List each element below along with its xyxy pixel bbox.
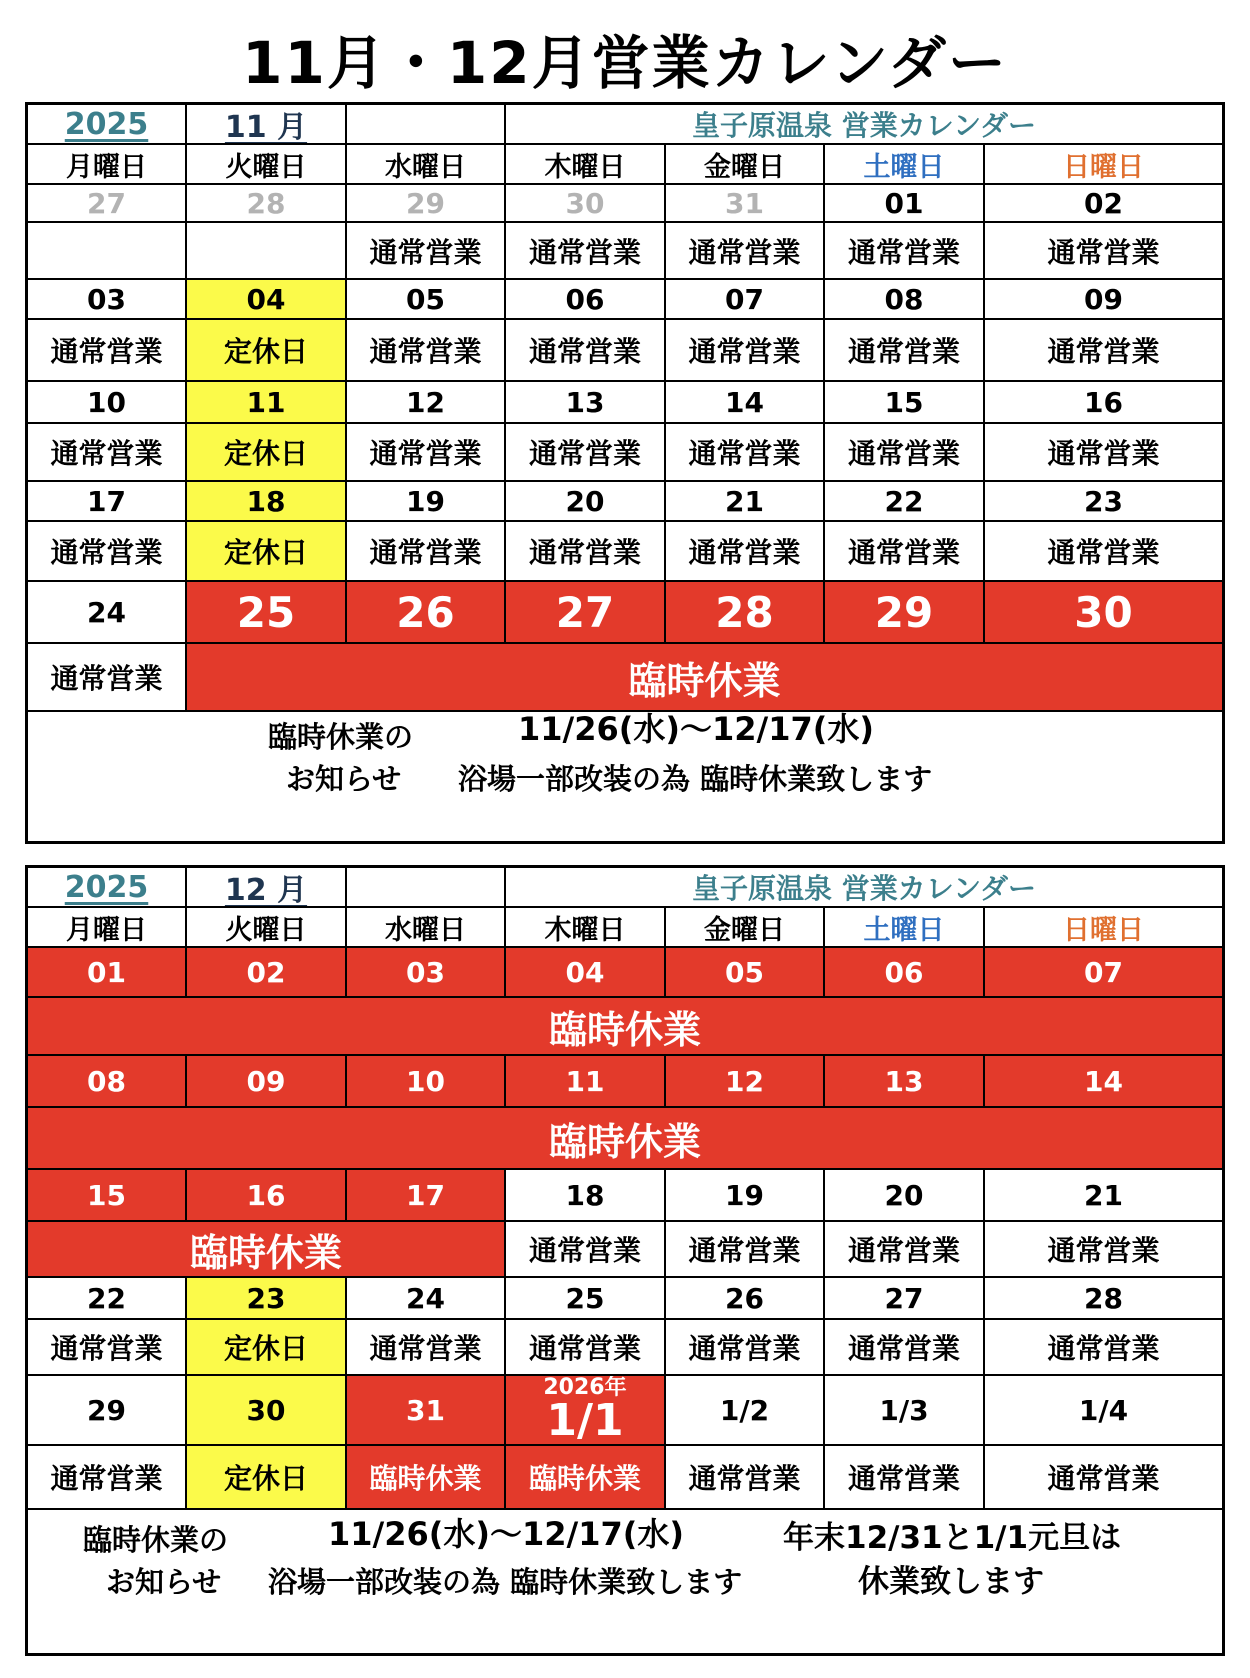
- date-cell: 27: [506, 582, 666, 644]
- weekday-thu: 木曜日: [506, 145, 666, 185]
- status-cell: 臨時休業: [347, 1446, 506, 1510]
- status-cell: 通常営業: [985, 1446, 1222, 1510]
- notice-reason: 浴場一部改装の為 臨時休業致します: [268, 1565, 743, 1599]
- date-cell: 17: [28, 482, 187, 522]
- status-cell: 通常営業: [985, 223, 1222, 280]
- date-cell: 20: [506, 482, 666, 522]
- new-year-date: 1/1: [546, 1395, 624, 1446]
- new-year-label: 2026年: [543, 1376, 627, 1400]
- weekday-mon: 月曜日: [28, 145, 187, 185]
- date-cell: 28: [985, 1278, 1222, 1320]
- status-cell: 定休日: [187, 1446, 347, 1510]
- status-cell: 通常営業: [825, 223, 985, 280]
- status-cell: 通常営業: [506, 522, 666, 582]
- date-cell: 02: [985, 185, 1222, 223]
- temp-closed-banner: 臨時休業: [187, 644, 1222, 712]
- date-cell: 23: [187, 1278, 347, 1320]
- temp-closed-banner: 臨時休業: [28, 1222, 506, 1278]
- date-cell: 20: [825, 1170, 985, 1222]
- date-cell: 24: [28, 582, 187, 644]
- status-cell: 通常営業: [506, 320, 666, 382]
- date-cell: 08: [28, 1056, 187, 1108]
- status-cell: 通常営業: [28, 1320, 187, 1376]
- date-cell: 10: [28, 382, 187, 424]
- status-cell: 通常営業: [506, 1222, 666, 1278]
- date-cell: 06: [506, 280, 666, 320]
- notice-heading-1: 臨時休業の: [268, 720, 414, 754]
- date-cell: 02: [187, 948, 347, 998]
- date-cell: 16: [985, 382, 1222, 424]
- december-calendar: [25, 865, 1225, 1656]
- year-label: 2025: [28, 868, 187, 908]
- status-cell: 通常営業: [506, 1320, 666, 1376]
- date-cell: 29: [347, 185, 506, 223]
- year-label: 2025: [28, 105, 187, 145]
- date-cell: 30: [187, 1376, 347, 1446]
- date-cell: 31: [666, 185, 825, 223]
- temp-closed-banner: 臨時休業: [28, 1108, 1222, 1170]
- status-cell: 通常営業: [825, 424, 985, 482]
- date-cell: 11: [187, 382, 347, 424]
- status-cell: 通常営業: [347, 522, 506, 582]
- date-cell: 31: [347, 1376, 506, 1446]
- status-cell: 定休日: [187, 424, 347, 482]
- status-cell: 通常営業: [347, 223, 506, 280]
- date-cell: 19: [666, 1170, 825, 1222]
- date-cell: 12: [666, 1056, 825, 1108]
- status-cell: 通常営業: [666, 1446, 825, 1510]
- weekday-wed: 水曜日: [347, 908, 506, 948]
- weekday-tue: 火曜日: [187, 145, 347, 185]
- status-cell: 通常営業: [28, 424, 187, 482]
- date-cell: 24: [347, 1278, 506, 1320]
- status-cell: 通常営業: [28, 320, 187, 382]
- status-cell: 通常営業: [347, 1320, 506, 1376]
- facility-title: 皇子原温泉 営業カレンダー: [506, 105, 1222, 145]
- status-cell: 通常営業: [666, 320, 825, 382]
- date-cell: 26: [666, 1278, 825, 1320]
- date-cell: 05: [347, 280, 506, 320]
- status-cell: 通常営業: [28, 522, 187, 582]
- year-end-notice-2: 休業致します: [858, 1564, 1044, 1600]
- date-cell: 29: [825, 582, 985, 644]
- status-cell: 通常営業: [985, 1320, 1222, 1376]
- status-cell: 通常営業: [506, 223, 666, 280]
- date-cell: 1/4: [985, 1376, 1222, 1446]
- month-label: 12 月: [187, 868, 347, 908]
- date-cell: 29: [28, 1376, 187, 1446]
- status-cell: 通常営業: [28, 1446, 187, 1510]
- date-cell: 27: [825, 1278, 985, 1320]
- notice-period: 11/26(水)～12/17(水): [518, 710, 875, 748]
- date-cell: 04: [506, 948, 666, 998]
- date-cell: 28: [187, 185, 347, 223]
- date-cell: 08: [825, 280, 985, 320]
- date-cell: 21: [666, 482, 825, 522]
- status-cell: 通常営業: [347, 320, 506, 382]
- date-cell: 30: [506, 185, 666, 223]
- page-title: 11月・12月営業カレンダー: [242, 29, 1008, 97]
- status-cell: 通常営業: [825, 1222, 985, 1278]
- header-blank: [347, 105, 506, 145]
- date-cell: 1/3: [825, 1376, 985, 1446]
- year-end-notice-1: 年末12/31と1/1元旦は: [783, 1520, 1122, 1556]
- date-cell: 10: [347, 1056, 506, 1108]
- weekday-sat: 土曜日: [825, 145, 985, 185]
- weekday-fri: 金曜日: [666, 145, 825, 185]
- status-cell: 通常営業: [985, 320, 1222, 382]
- status-cell: 通常営業: [985, 522, 1222, 582]
- status-cell: 通常営業: [666, 1320, 825, 1376]
- status-cell: 通常営業: [985, 1222, 1222, 1278]
- weekday-fri: 金曜日: [666, 908, 825, 948]
- header-blank: [347, 868, 506, 908]
- weekday-thu: 木曜日: [506, 908, 666, 948]
- date-cell: 09: [187, 1056, 347, 1108]
- date-cell: 01: [825, 185, 985, 223]
- notice-heading-1: 臨時休業の: [83, 1523, 229, 1557]
- date-cell: 27: [28, 185, 187, 223]
- status-cell: 通常営業: [825, 320, 985, 382]
- notice-period: 11/26(水)～12/17(水): [328, 1515, 685, 1553]
- date-cell: 15: [28, 1170, 187, 1222]
- status-cell: [187, 223, 347, 280]
- notice-reason: 浴場一部改装の為 臨時休業致します: [458, 762, 933, 796]
- new-year-date-cell: [506, 1376, 666, 1446]
- date-cell: 04: [187, 280, 347, 320]
- status-cell: 通常営業: [666, 223, 825, 280]
- date-cell: 16: [187, 1170, 347, 1222]
- date-cell: 13: [825, 1056, 985, 1108]
- status-cell: 通常営業: [666, 424, 825, 482]
- date-cell: 05: [666, 948, 825, 998]
- date-cell: 12: [347, 382, 506, 424]
- date-cell: 11: [506, 1056, 666, 1108]
- status-cell: 通常営業: [985, 424, 1222, 482]
- date-cell: 1/2: [666, 1376, 825, 1446]
- date-cell: 14: [666, 382, 825, 424]
- date-cell: 03: [347, 948, 506, 998]
- notice-heading-2: お知らせ: [286, 762, 402, 796]
- facility-title: 皇子原温泉 営業カレンダー: [506, 868, 1222, 908]
- weekday-sat: 土曜日: [825, 908, 985, 948]
- weekday-mon: 月曜日: [28, 908, 187, 948]
- status-cell: [28, 223, 187, 280]
- date-cell: 09: [985, 280, 1222, 320]
- status-cell: 通常営業: [825, 1320, 985, 1376]
- date-cell: 22: [28, 1278, 187, 1320]
- status-cell: 通常営業: [666, 1222, 825, 1278]
- date-cell: 19: [347, 482, 506, 522]
- weekday-sun: 日曜日: [985, 908, 1222, 948]
- date-cell: 28: [666, 582, 825, 644]
- status-cell: 通常営業: [666, 522, 825, 582]
- date-cell: 15: [825, 382, 985, 424]
- date-cell: 21: [985, 1170, 1222, 1222]
- date-cell: 13: [506, 382, 666, 424]
- weekday-wed: 水曜日: [347, 145, 506, 185]
- date-cell: 25: [187, 582, 347, 644]
- weekday-tue: 火曜日: [187, 908, 347, 948]
- temp-closed-banner: 臨時休業: [28, 998, 1222, 1056]
- date-cell: 26: [347, 582, 506, 644]
- date-cell: 25: [506, 1278, 666, 1320]
- date-cell: 01: [28, 948, 187, 998]
- status-cell: 通常営業: [28, 644, 187, 712]
- status-cell: 定休日: [187, 1320, 347, 1376]
- status-cell: 定休日: [187, 522, 347, 582]
- status-cell: 臨時休業: [506, 1446, 666, 1510]
- date-cell: 14: [985, 1056, 1222, 1108]
- date-cell: 03: [28, 280, 187, 320]
- date-cell: 22: [825, 482, 985, 522]
- notice-heading-2: お知らせ: [106, 1565, 222, 1599]
- month-label: 11 月: [187, 105, 347, 145]
- date-cell: 30: [985, 582, 1222, 644]
- date-cell: 07: [985, 948, 1222, 998]
- status-cell: 通常営業: [506, 424, 666, 482]
- status-cell: 定休日: [187, 320, 347, 382]
- date-cell: 07: [666, 280, 825, 320]
- date-cell: 23: [985, 482, 1222, 522]
- date-cell: 06: [825, 948, 985, 998]
- november-calendar: [25, 102, 1225, 844]
- weekday-sun: 日曜日: [985, 145, 1222, 185]
- status-cell: 通常営業: [825, 1446, 985, 1510]
- status-cell: 通常営業: [825, 522, 985, 582]
- status-cell: 通常営業: [347, 424, 506, 482]
- date-cell: 18: [506, 1170, 666, 1222]
- date-cell: 18: [187, 482, 347, 522]
- date-cell: 17: [347, 1170, 506, 1222]
